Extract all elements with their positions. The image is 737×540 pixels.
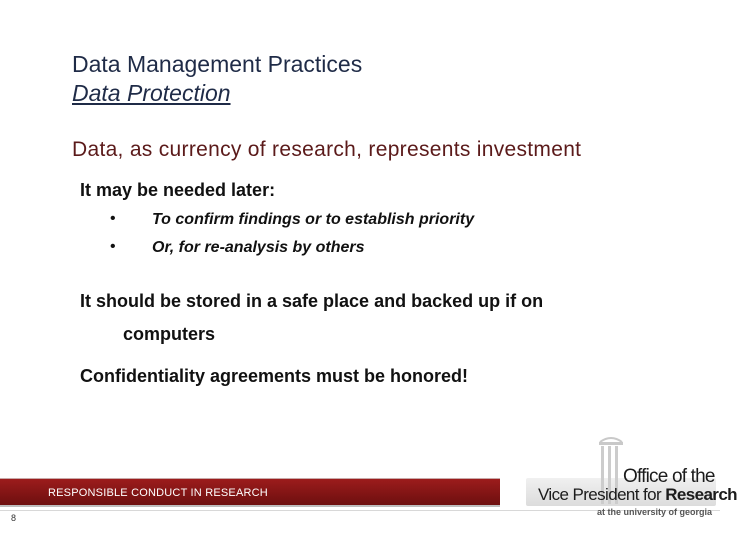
logo-text-line2-bold: Research — [665, 485, 737, 504]
page-number: 8 — [11, 513, 17, 523]
paragraph-needed-later: It may be needed later: — [80, 180, 276, 200]
slide-title: Data Management Practices — [72, 51, 363, 77]
logo-text-line1: Office of the — [623, 466, 715, 487]
bullet-dot-icon: • — [110, 238, 116, 255]
paragraph-storage — [80, 285, 640, 351]
bullet-text: Or, for re-analysis by others — [152, 239, 365, 256]
bullet-text: To confirm findings or to establish priority — [152, 211, 475, 228]
paragraph-confidentiality: Confidentiality agreements must be honored! — [80, 366, 469, 386]
paragraph-storage-line1: It should be stored in a safe place and backed up if on — [80, 291, 544, 311]
ovpr-logo — [526, 436, 737, 530]
slide-subtitle: Data, as currency of research, represents investment — [72, 138, 582, 161]
paragraph-storage-line2: computers — [123, 324, 216, 344]
bullet-dot-icon: • — [110, 210, 116, 227]
footer-divider — [0, 505, 500, 507]
logo-text-line2-prefix: Vice President for — [538, 485, 666, 504]
footer-label: RESPONSIBLE CONDUCT IN RESEARCH — [48, 487, 268, 499]
footer-bar — [0, 478, 500, 505]
logo-text-line2 — [538, 485, 737, 505]
logo-text-line3: at the university of georgia — [597, 507, 713, 517]
slide-section-title: Data Protection — [72, 80, 231, 106]
